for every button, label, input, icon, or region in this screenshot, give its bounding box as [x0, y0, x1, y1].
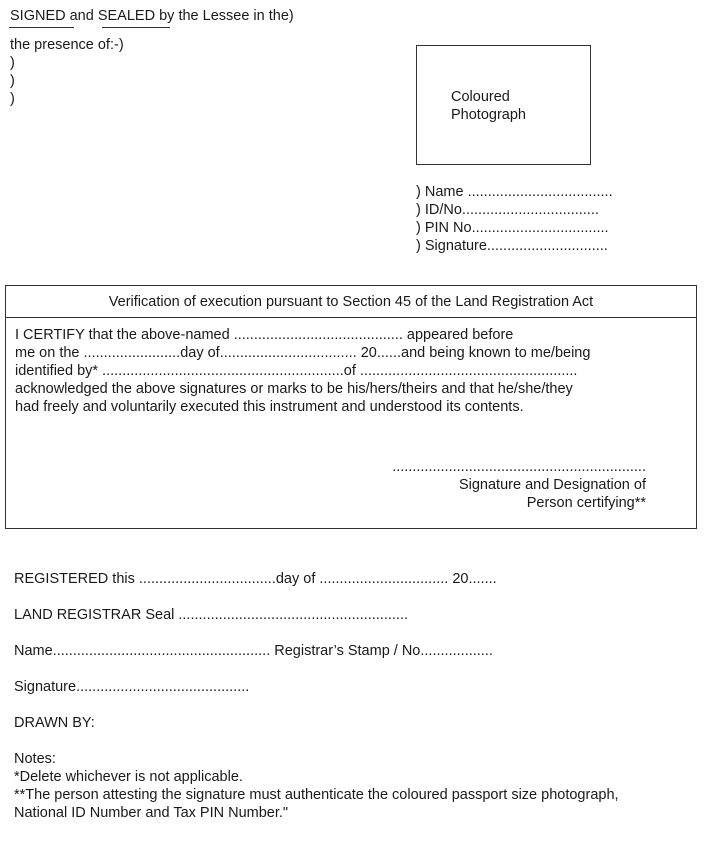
lessee-pin-field: ) PIN No..................................	[416, 220, 609, 236]
lessee-name-field: ) Name ....................................	[416, 184, 613, 200]
presence-line-2: )	[10, 55, 15, 71]
note-1: *Delete whichever is not applicable.	[14, 769, 243, 785]
signed-underline	[9, 27, 74, 28]
certifier-signature-dots: ...............................................................	[392, 459, 646, 475]
lessee-signature-field: ) Signature..............................	[416, 238, 608, 254]
verification-line-3: identified by* ............................................................of ......................................................	[15, 363, 578, 379]
verification-line-1: I CERTIFY that the above-named .......................................... appeared before	[15, 327, 514, 343]
note-2-line-2: National ID Number and Tax PIN Number."	[14, 805, 289, 821]
verification-box	[5, 285, 697, 529]
registered-line: REGISTERED this ..................................day of ................................ 20.......	[14, 571, 497, 587]
verification-body	[15, 326, 590, 416]
certifier-signature-label-1: Signature and Designation of	[458, 477, 646, 493]
heading-rest: by the Lessee in the)	[155, 8, 294, 24]
verification-line-2: me on the ........................day of.................................. 20......and being known to me/being	[15, 345, 591, 361]
name-stamp-line: Name...................................................... Registrar’s Stamp / No..................	[14, 643, 493, 659]
notes-title: Notes:	[14, 751, 56, 767]
registrar-seal-line: LAND REGISTRAR Seal .........................................................	[14, 607, 409, 623]
verification-line-4: acknowledged the above signatures or marks to be his/hers/theirs and that he/she/they	[15, 381, 573, 397]
certifier-signature-label-2: Person certifying**	[526, 495, 646, 511]
photograph-box	[416, 45, 591, 165]
verification-line-5: had freely and voluntarily executed this instrument and understood its contents.	[15, 399, 524, 415]
lessee-id-field: ) ID/No..................................	[416, 202, 599, 218]
note-2-line-1: **The person attesting the signature must authenticate the coloured passport size photograph,	[14, 787, 619, 803]
and-word: and	[65, 8, 98, 24]
drawn-by-line: DRAWN BY:	[14, 715, 95, 731]
photograph-label-line-1: Coloured	[451, 89, 510, 105]
presence-line-1: the presence of:-)	[10, 37, 124, 53]
photograph-label	[451, 88, 526, 124]
sealed-word: SEALED	[97, 8, 156, 24]
signed-sealed-heading	[10, 7, 294, 25]
registrar-signature-line: Signature...........................................	[14, 679, 250, 695]
photograph-label-line-2: Photograph	[451, 107, 526, 123]
sealed-underline	[102, 27, 170, 28]
presence-line-4: )	[10, 91, 15, 107]
verification-heading: Verification of execution pursuant to Section 45 of the Land Registration Act	[6, 286, 696, 318]
signed-word: SIGNED	[10, 8, 66, 24]
presence-line-3: )	[10, 73, 15, 89]
certifier-signature-block	[392, 458, 646, 512]
